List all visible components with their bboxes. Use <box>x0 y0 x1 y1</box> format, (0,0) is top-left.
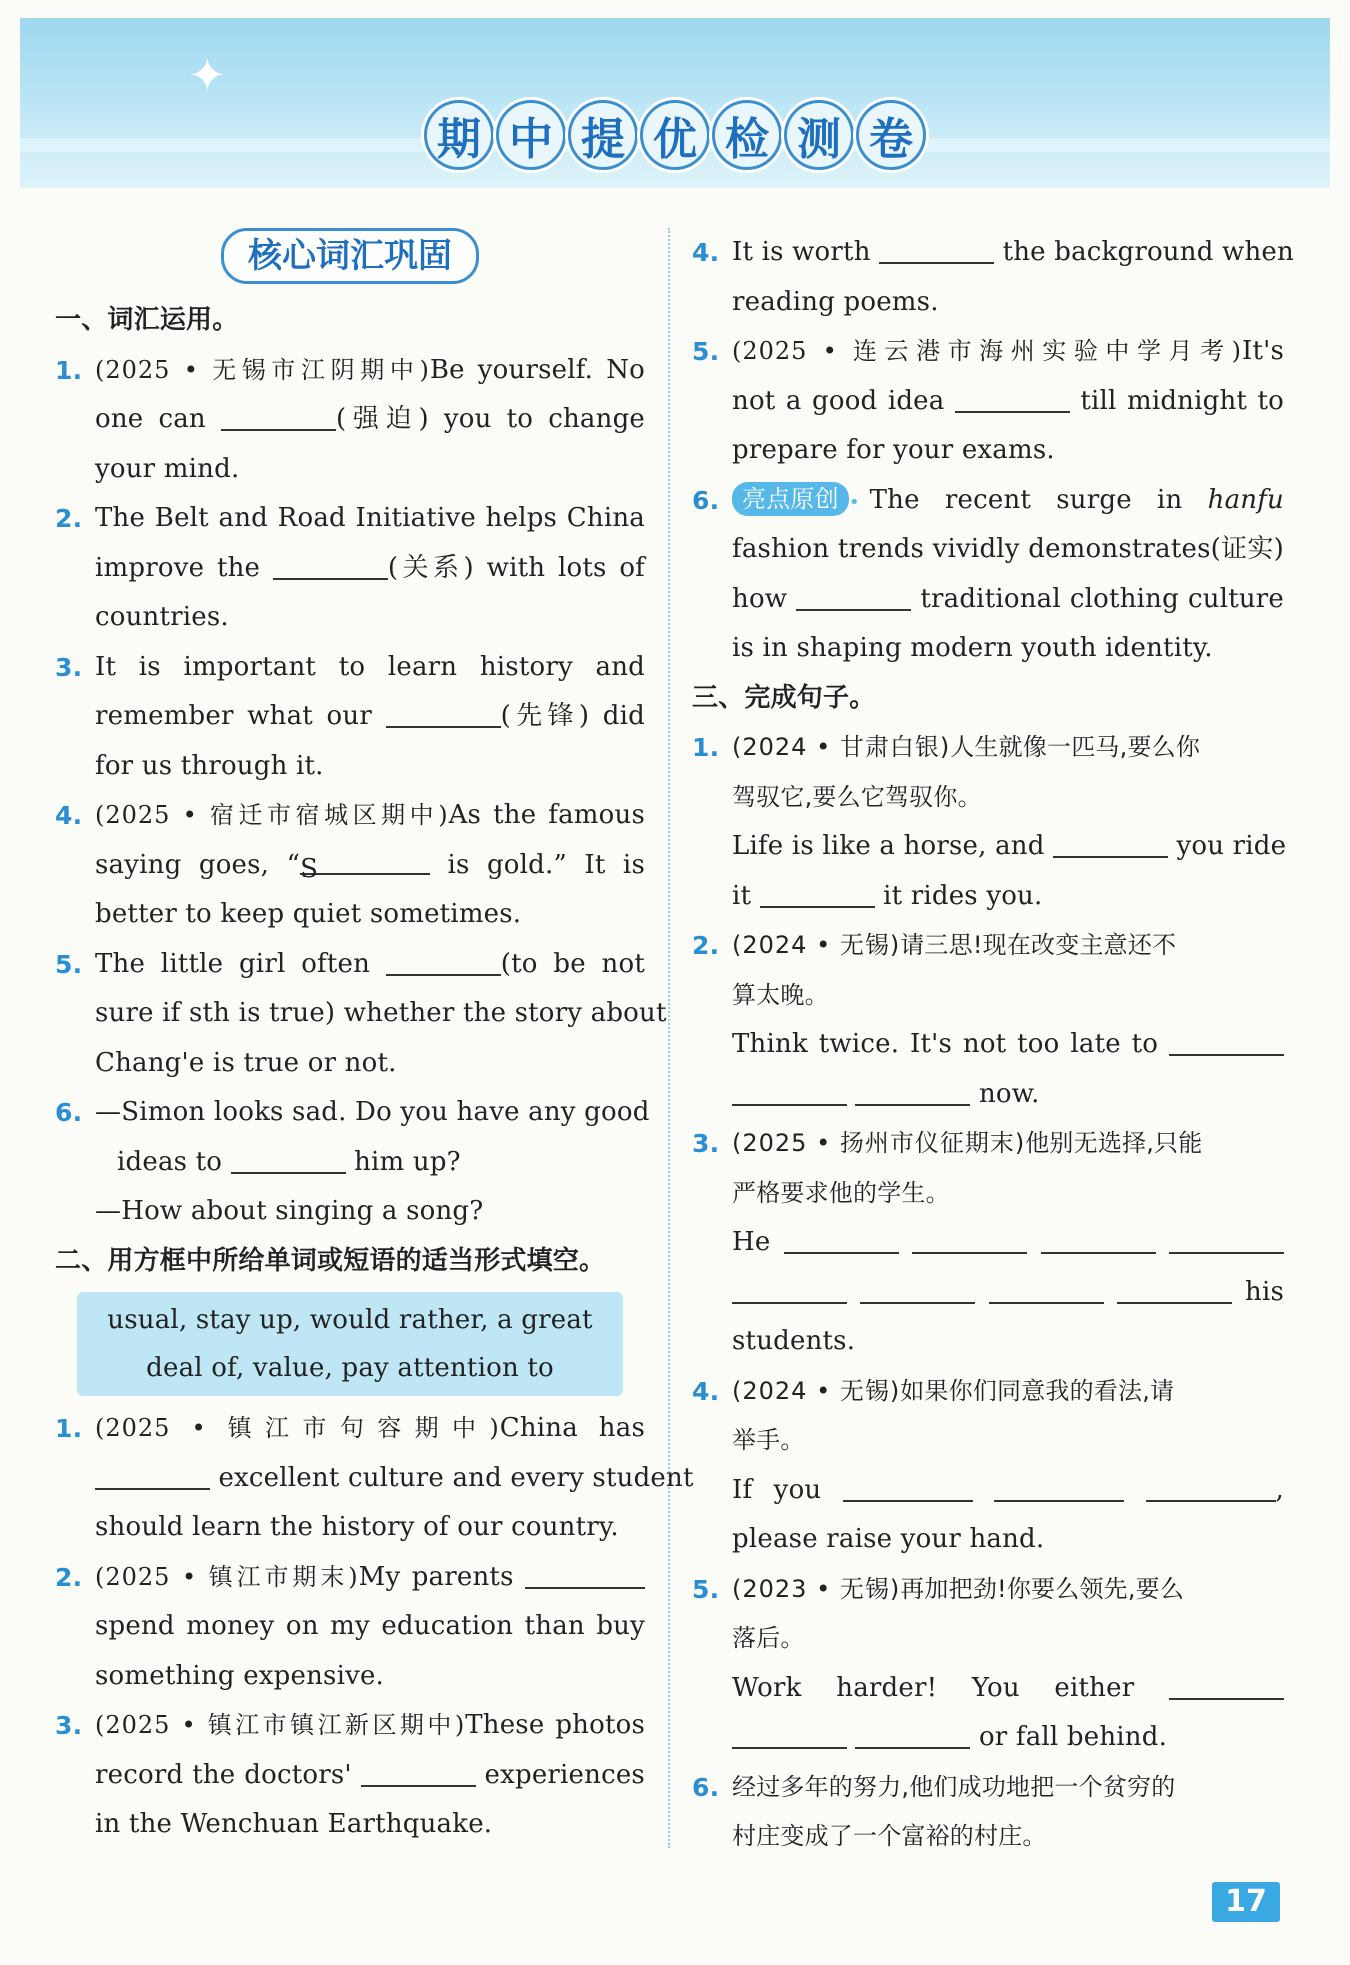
question-line: fashion trends vividly demonstrates(证实) <box>732 534 1284 564</box>
question-number: 6. <box>55 1098 83 1127</box>
question-p2-5 <box>692 327 1284 476</box>
part3-heading: 三、完成句子。 <box>692 682 876 713</box>
answer-blank[interactable] <box>361 1757 476 1787</box>
question-line: his <box>732 1268 1284 1318</box>
question-line: (2025 • 扬州市仪征期末)他别无选择,只能 <box>732 1129 1203 1157</box>
answer-blank[interactable] <box>273 550 388 580</box>
question-line: Life is like a horse, and you ride <box>732 822 1284 872</box>
question-p2-6 <box>692 476 1284 674</box>
question-line: Think twice. It's not too late to <box>732 1020 1284 1070</box>
title-char: 检 <box>712 100 782 170</box>
question-line: 严格要求他的学生。 <box>732 1178 950 1207</box>
question-p1-3 <box>55 643 645 792</box>
answer-blank[interactable] <box>386 946 501 976</box>
answer-blank[interactable] <box>732 1076 847 1106</box>
title-char: 卷 <box>856 100 926 170</box>
answer-blank[interactable] <box>1053 828 1168 858</box>
title-char: 期 <box>424 100 494 170</box>
part2-heading: 二、用方框中所给单词或短语的适当形式填空。 <box>55 1245 606 1276</box>
question-number: 6. <box>692 1772 720 1802</box>
question-number: 6. <box>692 485 720 515</box>
answer-blank[interactable]: S <box>300 845 430 875</box>
question-line: —How about singing a song? <box>95 1196 484 1226</box>
answer-blank[interactable] <box>843 1472 973 1502</box>
question-line: prepare for your exams. <box>732 435 1055 465</box>
page-title <box>0 100 1350 170</box>
section-pill: 核心词汇巩固 <box>221 228 479 284</box>
word-box-line: usual, stay up, would rather, a great <box>107 1305 593 1335</box>
question-line: Work harder! You either <box>732 1664 1284 1714</box>
question-line: your mind. <box>95 453 240 484</box>
question-line: It is important to learn history and <box>95 651 645 682</box>
question-line: It is worth the background when <box>732 228 1284 278</box>
question-line: Chang'e is true or not. <box>95 1047 397 1078</box>
answer-blank[interactable] <box>1146 1472 1276 1502</box>
answer-blank[interactable] <box>855 1076 970 1106</box>
sparkle-icon: ✦ <box>188 48 227 102</box>
answer-blank[interactable] <box>1169 1670 1284 1700</box>
question-line: 驾驭它,要么它驾驭你。 <box>732 782 982 811</box>
answer-blank[interactable] <box>989 1274 1104 1304</box>
question-line: 举手。 <box>732 1426 805 1454</box>
question-line: (2025 • 镇江市期末)My parents <box>95 1553 645 1603</box>
question-p1-2 <box>55 494 645 643</box>
question-p1-1 <box>55 346 645 495</box>
answer-blank[interactable] <box>796 581 911 611</box>
part1-heading: 一、词汇运用。 <box>55 305 239 335</box>
title-char: 优 <box>640 100 710 170</box>
question-line: how traditional clothing culture <box>732 575 1284 625</box>
answer-blank[interactable] <box>95 1460 210 1490</box>
answer-blank[interactable] <box>912 1224 1027 1254</box>
left-column <box>55 228 694 1850</box>
answer-blank[interactable] <box>525 1559 645 1589</box>
question-number: 2. <box>55 504 83 533</box>
question-line: ideas to him up? <box>95 1138 645 1188</box>
question-number: 3. <box>55 1711 83 1740</box>
question-number: 5. <box>55 949 83 979</box>
question-number: 1. <box>55 1414 83 1443</box>
answer-blank[interactable] <box>1169 1224 1284 1254</box>
question-p2-1 <box>55 1404 694 1553</box>
question-line: The Belt and Road Initiative helps China <box>95 503 645 533</box>
question-p1-6 <box>55 1088 650 1237</box>
question-p3-3 <box>692 1119 1284 1367</box>
answer-blank[interactable] <box>784 1224 899 1254</box>
answer-blank[interactable] <box>732 1719 847 1749</box>
page-number: 17 <box>1212 1882 1280 1922</box>
question-line: in the Wenchuan Earthquake. <box>95 1809 493 1839</box>
question-line: should learn the history of our country. <box>95 1512 619 1542</box>
answer-blank[interactable] <box>1041 1224 1156 1254</box>
question-line: improve the (关系) with lots of <box>95 544 645 594</box>
answer-blank[interactable] <box>760 878 875 908</box>
question-line: —Simon looks sad. Do you have any good <box>95 1097 650 1127</box>
question-line: (2025 • 宿迁市宿城区期中)As the famous <box>95 800 645 830</box>
question-number: 1. <box>692 733 720 762</box>
question-line: excellent culture and every student <box>95 1454 645 1504</box>
question-line: better to keep quiet sometimes. <box>95 899 522 929</box>
question-line: spend money on my education than buy <box>95 1611 645 1641</box>
answer-blank[interactable] <box>879 234 994 264</box>
question-line: it it rides you. <box>732 872 1284 922</box>
question-number: 4. <box>692 238 720 267</box>
question-line: (2025 • 镇江市句容期中)China has <box>95 1413 645 1443</box>
answer-blank[interactable] <box>386 698 501 728</box>
question-p2-4 <box>692 228 1294 327</box>
question-line: something expensive. <box>95 1660 385 1691</box>
question-line: 经过多年的努力,他们成功地把一个贫穷的 <box>732 1772 1176 1801</box>
question-number: 4. <box>55 801 83 830</box>
question-line: reading poems. <box>732 286 939 317</box>
question-p3-1 <box>692 723 1287 921</box>
title-char: 提 <box>568 100 638 170</box>
answer-blank[interactable] <box>860 1274 975 1304</box>
question-line: is in shaping modern youth identity. <box>732 633 1213 663</box>
question-line: for us through it. <box>95 750 324 781</box>
word-box-line: deal of, value, pay attention to <box>146 1353 554 1383</box>
answer-blank[interactable] <box>955 383 1070 413</box>
question-line: countries. <box>95 602 229 632</box>
question-p2-2 <box>55 1553 645 1702</box>
question-line: (2024 • 甘肃白银)人生就像一匹马,要么你 <box>732 733 1201 761</box>
right-column <box>692 228 1294 1862</box>
title-char: 中 <box>496 100 566 170</box>
question-line: 算太晚。 <box>732 980 829 1009</box>
title-char: 测 <box>784 100 854 170</box>
answer-blank[interactable] <box>1117 1274 1232 1304</box>
question-line: please raise your hand. <box>732 1524 1045 1554</box>
section-pill-wrap <box>55 228 645 288</box>
question-line: 村庄变成了一个富裕的村庄。 <box>732 1822 1047 1850</box>
question-line: (2025 • 无锡市江阴期中)Be yourself. No <box>95 354 646 385</box>
question-number: 5. <box>692 337 720 366</box>
question-line: (2023 • 无锡)再加把劲!你要么领先,要么 <box>732 1574 1185 1603</box>
question-number: 5. <box>692 1574 720 1604</box>
question-line: He <box>732 1218 1284 1268</box>
question-number: 2. <box>692 931 720 960</box>
question-line: (2024 • 无锡)如果你们同意我的看法,请 <box>732 1376 1175 1405</box>
column-divider <box>668 228 670 1848</box>
question-number: 3. <box>692 1129 720 1158</box>
question-p1-4 <box>55 791 645 940</box>
question-line: saying goes, “S is gold.” It is <box>95 841 645 891</box>
question-p3-5 <box>692 1565 1284 1763</box>
question-line: remember what our (先锋) did <box>95 692 645 742</box>
question-number: 3. <box>55 652 83 682</box>
question-p3-6 <box>692 1763 1284 1862</box>
question-line: now. <box>732 1070 1284 1120</box>
question-line: If you , <box>732 1466 1284 1516</box>
question-line: record the doctors' experiences <box>95 1751 645 1801</box>
word-box <box>77 1292 623 1396</box>
question-line: The little girl often (to be not <box>95 940 645 990</box>
badge-dot-icon: • <box>848 491 860 513</box>
question-number: 1. <box>55 355 83 385</box>
question-line: 落后。 <box>732 1624 805 1652</box>
answer-blank[interactable] <box>855 1719 970 1749</box>
answer-blank[interactable] <box>994 1472 1124 1502</box>
question-line: (2024 • 无锡)请三思!现在改变主意还不 <box>732 931 1177 959</box>
question-number: 2. <box>55 1562 83 1592</box>
question-line: students. <box>732 1326 856 1356</box>
question-line: (2025 • 镇江市镇江新区期中)These photos <box>95 1710 646 1740</box>
question-line: sure if sth is true) whether the story about <box>95 998 667 1028</box>
question-p3-4 <box>692 1367 1284 1565</box>
question-line: or fall behind. <box>732 1713 1284 1763</box>
question-line: one can (强迫) you to change <box>95 395 645 445</box>
question-line: (2025 • 连云港市海州实验中学月考)It's <box>732 336 1284 366</box>
question-line: not a good idea till midnight to <box>732 377 1284 427</box>
answer-blank[interactable] <box>732 1274 847 1304</box>
question-p2-3 <box>55 1701 645 1850</box>
question-line: 亮点原创 • The recent surge in hanfu <box>732 476 1284 526</box>
answer-blank[interactable] <box>231 1144 346 1174</box>
answer-blank[interactable] <box>1169 1026 1284 1056</box>
original-badge: 亮点原创 <box>732 482 849 516</box>
answer-blank[interactable] <box>221 401 336 431</box>
question-number: 4. <box>692 1376 720 1406</box>
question-p1-5 <box>55 940 667 1089</box>
question-p3-2 <box>692 921 1284 1119</box>
